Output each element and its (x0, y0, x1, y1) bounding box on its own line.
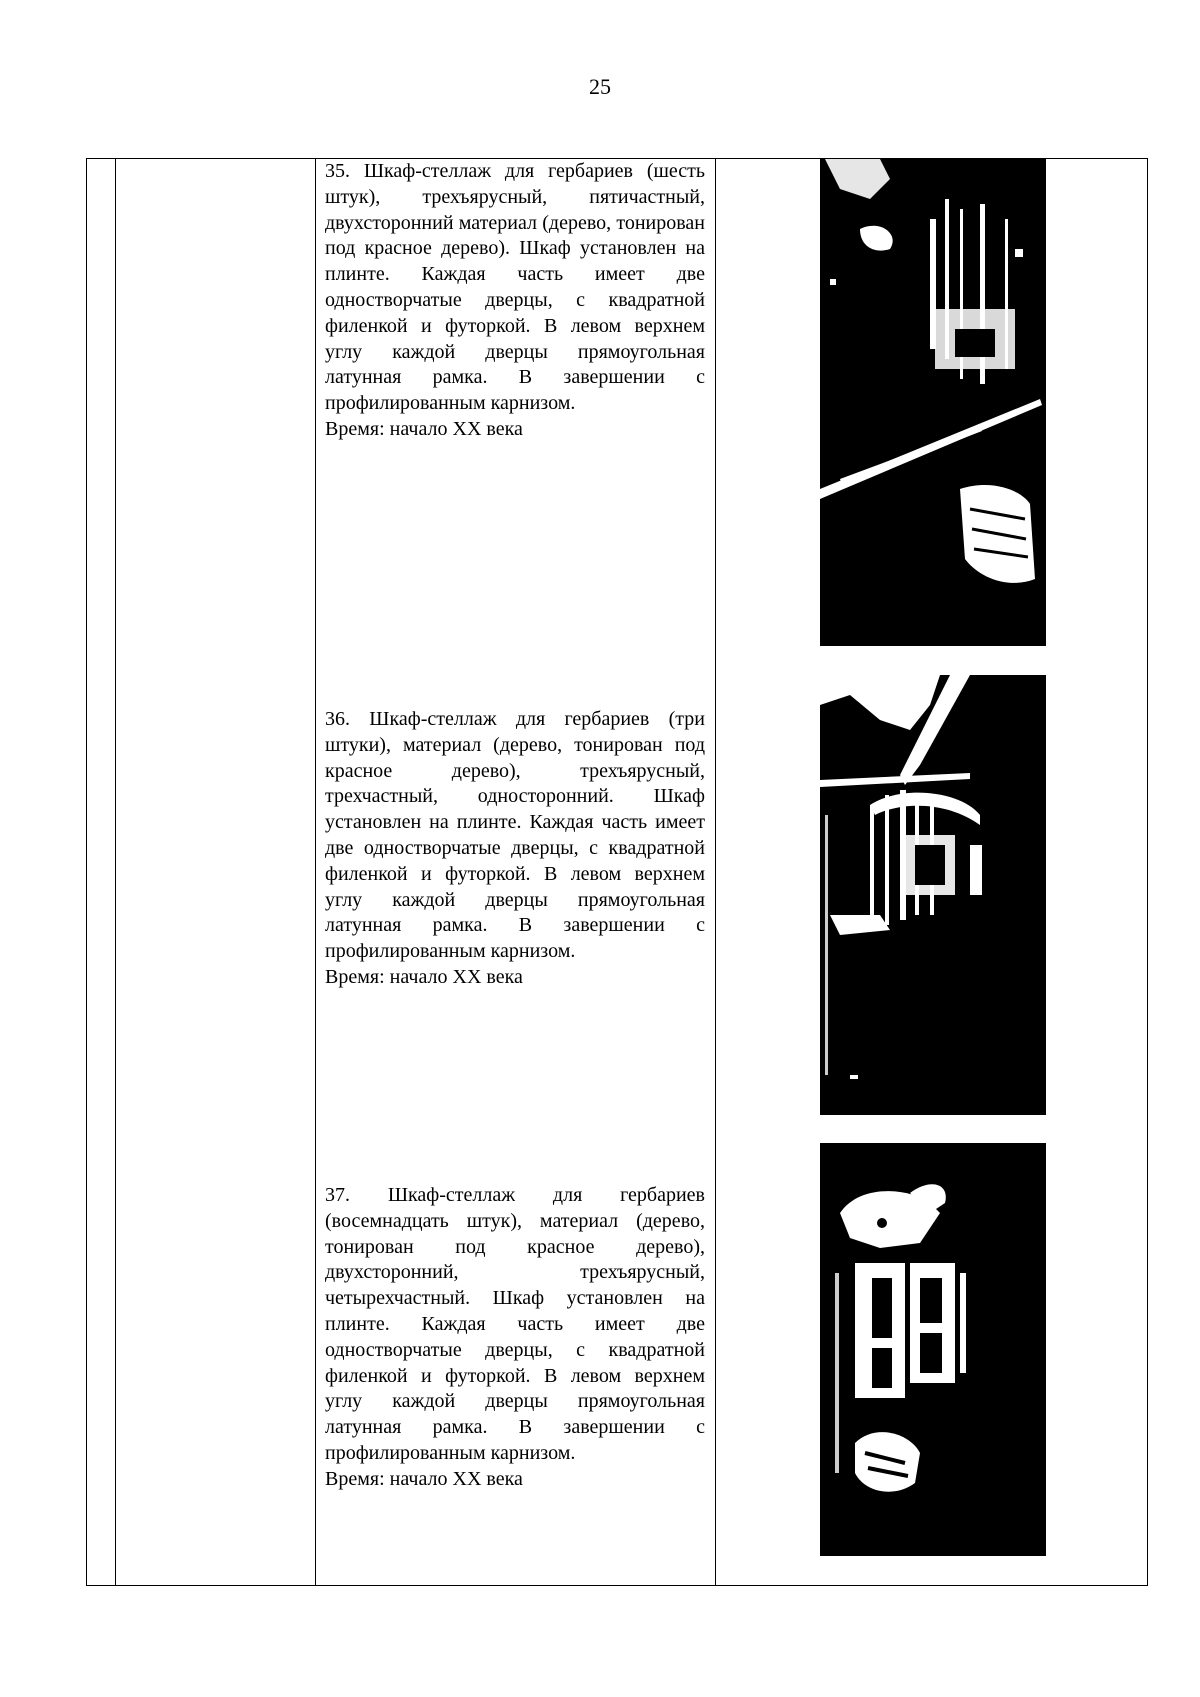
entry-36-description (325, 707, 705, 991)
entry-37-description (325, 1183, 705, 1493)
entry-35-photo (820, 159, 1046, 646)
column-divider (715, 159, 716, 1585)
entry-37-photo (820, 1143, 1046, 1556)
entry-37-text: 37. Шкаф-стеллаж для гербариев (восемнадцать штук), материал (дерево, тонирован под красное дерево), двухсторонний, трехъярусный, четырехчастный. Шкаф установлен на плинте. Каждая часть имеет две одностворчатые дверцы, с квадратной филенкой и футоркой. В левом верхнем углу каждой дверцы прямоугольная латунная рамка. В завершении с профилированным карнизом. (325, 1184, 705, 1464)
column-divider (315, 159, 316, 1585)
entry-35-text: 35. Шкаф-стеллаж для гербариев (шесть штук), трехъярусный, пятичастный, двухсторонний материал (дерево, тонирован под красное дерево). Шкаф установлен на плинте. Каждая часть имеет две одностворчатые дверцы, с квадратной филенкой и футоркой. В левом верхнем углу каждой дверцы прямоугольная латунная рамка. В завершении с профилированным карнизом. (325, 160, 705, 415)
entry-36-photo (820, 675, 1046, 1115)
entry-36-time: Время: начало XX века (325, 965, 523, 988)
entry-37-time: Время: начало XX века (325, 1467, 523, 1490)
entry-35-description (325, 159, 705, 443)
column-divider (115, 159, 116, 1585)
page-number: 25 (589, 74, 611, 99)
entry-35-time: Время: начало XX века (325, 417, 523, 440)
entry-36-text: 36. Шкаф-стеллаж для гербариев (три штуки), материал (дерево, тонирован под красное дерево), трехъярусный, трехчастный, односторонний. Шкаф установлен на плинте. Каждая часть имеет две одностворчатые дверцы, с квадратной филенкой и футоркой. В левом верхнем углу каждой дверцы прямоугольная латунная рамка. В завершении с профилированным карнизом. (325, 708, 705, 963)
